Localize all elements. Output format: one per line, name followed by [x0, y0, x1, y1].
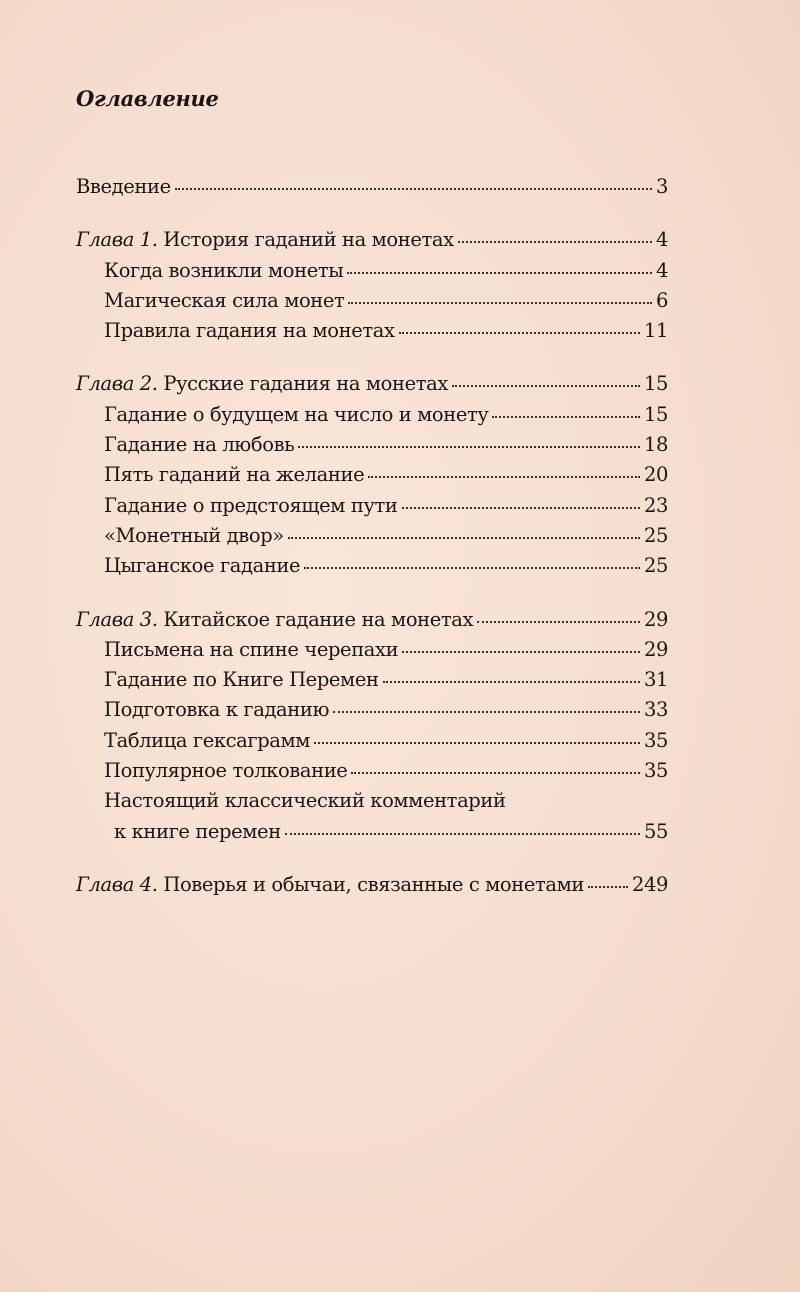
leader-dots	[333, 711, 640, 713]
toc-entry[interactable]	[76, 521, 668, 551]
toc-entry-title: Китайское гадание на монетах	[157, 607, 474, 631]
toc-entry-page: 31	[643, 668, 668, 692]
toc-group-chapter-3	[76, 605, 668, 847]
leader-dots	[348, 302, 652, 304]
toc-chapter-entry[interactable]	[76, 605, 668, 635]
toc-group-chapter-2	[76, 369, 668, 581]
toc-entry-page: 35	[643, 759, 668, 783]
toc-entry-title: Подготовка к гаданию	[104, 698, 330, 722]
leader-dots	[304, 567, 640, 569]
toc-entry-title: Русские гадания на монетах	[157, 372, 448, 396]
toc-chapter-entry[interactable]	[76, 369, 668, 399]
toc-entry-title: Цыганское гадание	[104, 554, 301, 578]
toc-entry-line-1[interactable]	[76, 786, 668, 816]
leader-dots	[347, 272, 652, 274]
toc-entry-title: Гадание о будущем на число и монету	[104, 402, 489, 426]
toc-heading: Оглавление	[76, 86, 219, 111]
toc-group-intro	[76, 172, 668, 202]
toc-entry-title: Правила гадания на монетах	[104, 319, 395, 343]
leader-dots	[399, 332, 640, 334]
leader-dots	[368, 476, 640, 478]
leader-dots	[285, 833, 640, 835]
toc-entry-page: 11	[643, 319, 668, 343]
leader-dots	[492, 416, 640, 418]
toc-chapter-entry[interactable]	[76, 870, 668, 900]
toc-entry-title: Таблица гексаграмм	[104, 728, 311, 752]
chapter-label: Глава 4.	[76, 872, 158, 896]
toc-entry[interactable]	[76, 316, 668, 346]
toc-entry-page: 29	[643, 637, 668, 661]
chapter-label: Глава 1.	[76, 228, 158, 252]
toc-entry-page: 6	[655, 288, 668, 312]
toc-entry-title: «Монетный двор»	[104, 523, 284, 547]
leader-dots	[298, 446, 640, 448]
toc-entry[interactable]	[76, 756, 668, 786]
toc-entry-title: Настоящий классический комментарий	[104, 789, 506, 813]
toc-entry[interactable]	[76, 460, 668, 490]
leader-dots	[402, 507, 640, 509]
toc-entry-title: Гадание на любовь	[104, 433, 295, 457]
toc-entry-page: 25	[643, 523, 668, 547]
toc-entry[interactable]	[76, 400, 668, 430]
toc-entry-title: Гадание по Книге Перемен	[104, 668, 379, 692]
toc-entry[interactable]	[76, 726, 668, 756]
toc-entry[interactable]	[76, 635, 668, 665]
toc-entry-title: Введение	[76, 175, 171, 198]
toc-entry[interactable]	[76, 491, 668, 521]
toc-entry-title: Когда возникли монеты	[104, 258, 344, 282]
leader-dots	[314, 742, 640, 744]
chapter-label: Глава 3.	[76, 607, 158, 631]
toc-entry-title: Поверья и обычаи, связанные с монетами	[157, 872, 584, 896]
leader-dots	[458, 241, 652, 243]
toc-entry-page: 249	[631, 872, 668, 896]
toc-entry-page: 35	[643, 728, 668, 752]
leader-dots	[452, 385, 640, 387]
toc-entry-title: Магическая сила монет	[104, 288, 345, 312]
toc-entry-page: 55	[643, 819, 668, 843]
leader-dots	[477, 621, 640, 623]
leader-dots	[402, 651, 640, 653]
leader-dots	[588, 886, 628, 888]
toc-entry[interactable]	[76, 551, 668, 581]
toc-entry[interactable]	[76, 172, 668, 202]
leader-dots	[351, 772, 640, 774]
leader-dots	[175, 188, 652, 190]
toc-entry-title: к книге перемен	[114, 819, 281, 843]
toc-entry-page: 23	[643, 493, 668, 517]
toc-entry-title: Гадание о предстоящем пути	[104, 493, 398, 517]
toc-entry-page: 15	[643, 402, 668, 426]
toc-entry-page: 29	[643, 607, 668, 631]
toc-entry-page: 4	[655, 258, 668, 282]
toc-entry-page: 33	[643, 698, 668, 722]
toc-entry-page: 25	[643, 554, 668, 578]
toc-entry-page: 4	[655, 228, 668, 252]
toc-entry-title: Пять гаданий на желание	[104, 463, 365, 487]
leader-dots	[383, 681, 640, 683]
leader-dots	[288, 537, 640, 539]
toc-group-chapter-4	[76, 870, 668, 900]
toc-group-chapter-1	[76, 225, 668, 346]
toc-entry-title: История гаданий на монетах	[157, 228, 454, 252]
toc-entry[interactable]	[76, 256, 668, 286]
toc-entry[interactable]	[76, 665, 668, 695]
toc-entry[interactable]	[76, 695, 668, 725]
chapter-label: Глава 2.	[76, 372, 158, 396]
table-of-contents	[76, 172, 668, 923]
toc-entry-line-2[interactable]	[76, 817, 668, 847]
toc-entry-page: 3	[655, 175, 668, 198]
toc-chapter-entry[interactable]	[76, 225, 668, 255]
toc-entry-title: Письмена на спине черепахи	[104, 637, 399, 661]
toc-entry-title: Популярное толкование	[104, 759, 348, 783]
toc-entry-page: 18	[643, 433, 668, 457]
toc-entry-page: 15	[643, 372, 668, 396]
toc-entry[interactable]	[76, 286, 668, 316]
toc-entry[interactable]	[76, 430, 668, 460]
toc-entry-page: 20	[643, 463, 668, 487]
